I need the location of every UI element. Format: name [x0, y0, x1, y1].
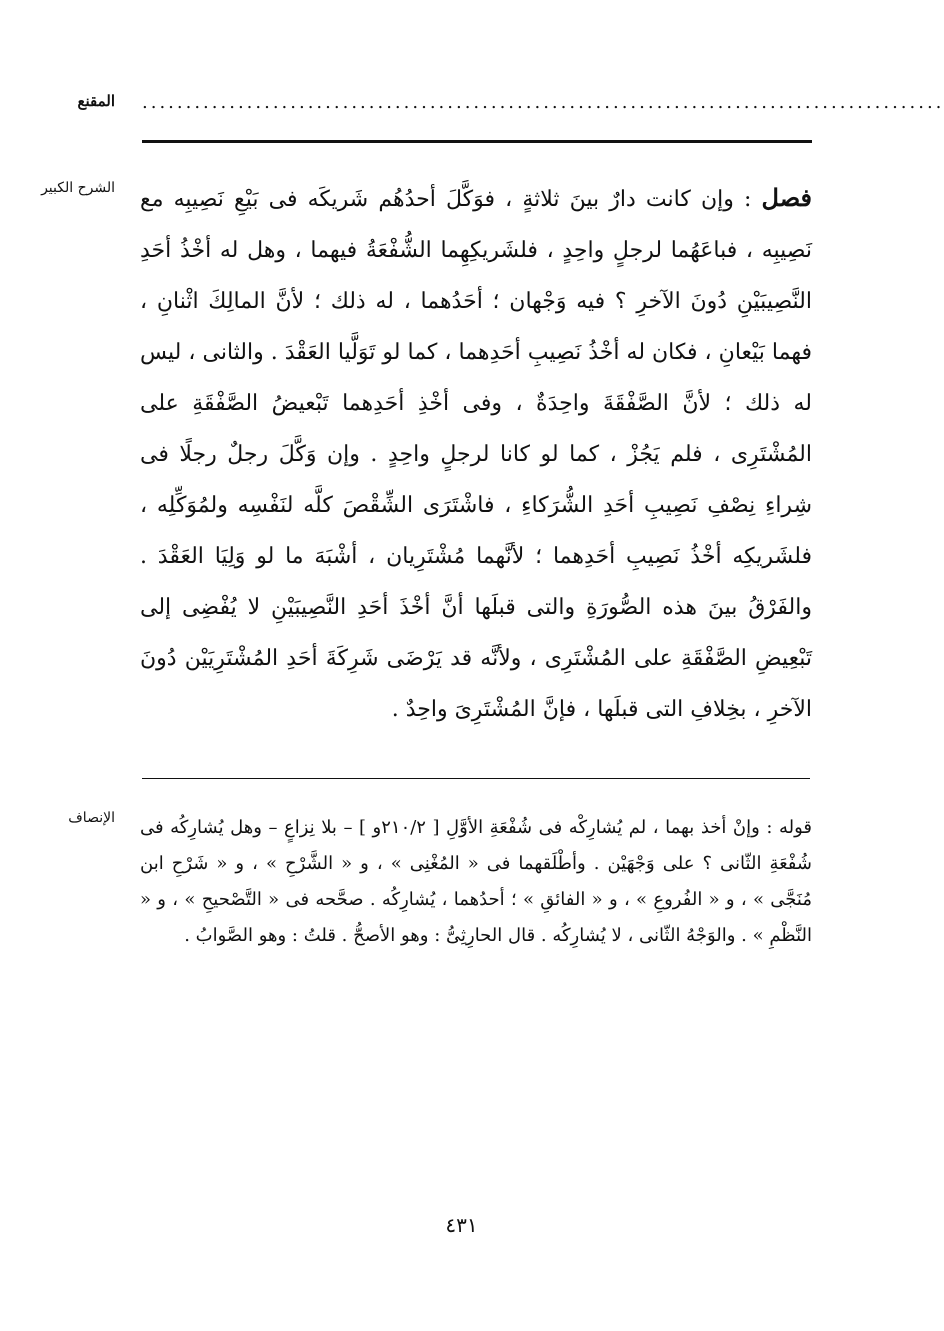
header-leader-dots: ............................................................................................	[142, 92, 944, 113]
insaf-note-paragraph: قوله : وإنْ أخذ بهما ، لم يُشارِكْه فى شُفْعَةِ الأوَّلِ [ ٢١٠/٢و ] – بلا نِزاعٍ – وهل يُشارِكُه فى شُفْعَةِ الثّانى ؟ على وَجْهَيْن . وأطْلَقهما فى « المُغْنِى » ، و « الشَّرْحِ » ، و « شَرْحِ ابن مُنَجَّى » ، و « الفُروعِ » ، و « الفائقِ » ؛ أحدُهما ، يُشارِكُه . صحَّحه فى « التَّصْحيحِ » ، و « النَّظْمِ » . والوَجْهُ الثّانى ، لا يُشارِكُه . قال الحارِثِىُّ : وهو الأصحُّ . قلتُ : وهو الصَّوابُ .	[140, 817, 812, 946]
section-heading-word: فصل	[761, 183, 812, 212]
page-number: ٤٣١	[445, 1213, 478, 1237]
main-commentary-body: : وإن كانت دارٌ بينَ ثلاثةٍ ، فوَكَّلَ أحدُهُم شَريكَه فى بَيْعِ نَصِيبِه مع نَصِيبِه ، فباعَهُما لرجلٍ واحِدٍ ، فلشَريكِهِما الشُّفْعَةُ فيهما ، وهل له أخْذُ أحَدِ النَّصِيبَيْنِ دُونَ الآخرِ ؟ فيه وَجْهان ؛ أحَدُهما ، له ذلك ؛ لأنَّ المالِكَ اثْنانِ ، فهما بَيْعانِ ، فكان له أخْذُ نَصِيبِ أحَدِهما ، كما لو تَوَلَّيا العَقْدَ . والثانى ، ليس له ذلك ؛ لأنَّ الصَّفْقَةَ واحِدَةٌ ، وفى أخْذِ أحَدِهما تَبْعيضُ الصَّفْقَةِ على المُشْتَرِى ، فلم يَجُزْ ، كما لو كانا لرجلٍ واحِدٍ . وإن وَكَّلَ رجلٌ رجلًا فى شِراءِ نِصْفِ نَصِيبِ أحَدِ الشُّرَكاءِ ، فاشْتَرَى الشِّقْصَ كلَّه لنَفْسِه ولمُوَكِّلِه ، فلشَريكِه أخْذُ نَصِيبِ أحَدِهما ؛ لأنَّهما مُشْتَرِيان ، أشْبَهَ ما لو وَلِيَا العَقْدَ . والفَرْقُ بينَ هذه الصُّورَةِ والتى قبلَها أنَّ أخْذَ أحَدِ النَّصِيبَيْنِ لا يُفْضِى إلى تَبْعِيضِ الصَّفْقَةِ على المُشْتَرِى ، ولأنَّه قد يَرْضَى شَرِكَةَ أحَدِ المُشْتَرِيَيْن دُونَ الآخرِ ، بخِلافِ التى قبلَها ، فإنَّ المُشْتَرِىَ واحِدٌ .	[140, 187, 812, 722]
footnote-divider	[142, 778, 810, 779]
commentary-margin-label: الشرح الكبير	[41, 180, 115, 196]
main-commentary-paragraph	[140, 172, 812, 735]
insaf-margin-label: الإنصاف	[68, 810, 115, 826]
header-rule	[142, 140, 812, 143]
book-title: المقنع	[77, 92, 115, 110]
